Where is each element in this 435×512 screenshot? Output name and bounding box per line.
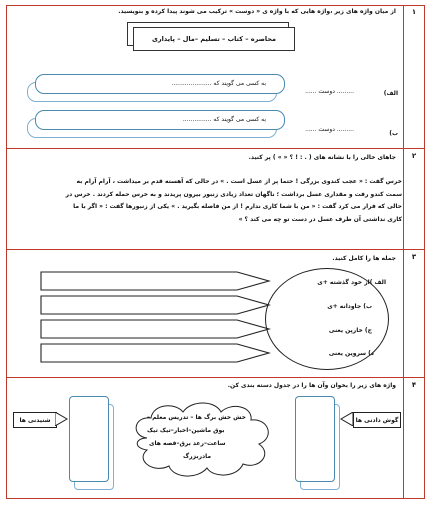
category-tag-hearable: شنیدنی ها — [13, 412, 57, 428]
option-item: د) سروین یعنی — [328, 350, 374, 357]
category-tag-listenable: گوش دادنی ها — [353, 412, 401, 428]
number-column-divider — [403, 6, 404, 498]
paragraph-line: حالی که فرار می کرد گفت : « من با شما کاری ندارم ! از من فاصله بگیرید . » یکی از زنبورها گفت : « اگر با ما — [73, 203, 402, 210]
category-column[interactable] — [69, 396, 109, 482]
question-number: ۱ — [411, 8, 417, 16]
paragraph-line: خرس گفت : « عجب کندوی بزرگی ! حتما پر از عسل است . » در حالی که آهسته قدم بر میداشت ، آرام آرام به — [76, 178, 402, 185]
cloud-word-line: خش خش برگ ها – تدریس معلم – — [147, 414, 246, 421]
word-box: محاصره – کتاب – تسلیم –مال – پایداری — [133, 27, 295, 51]
option-item: الف )از خود گذشته +ی — [317, 279, 386, 286]
answer-label: ب) — [389, 130, 398, 137]
answer-blank[interactable]: ......... دوست ...... — [305, 126, 354, 133]
arrow-box — [41, 344, 269, 362]
tag-arrow — [55, 412, 69, 426]
answer-label: الف) — [383, 90, 398, 97]
answer-blank[interactable]: ......... دوست ...... — [305, 88, 354, 95]
paragraph-line: کاری نداشتی آن طرف عسل در دست تو چه می کند ؟ » — [238, 215, 402, 223]
question-number: ۴ — [411, 381, 417, 389]
row-divider — [7, 148, 424, 149]
question-number: ۲ — [411, 152, 417, 160]
worksheet — [6, 5, 425, 499]
scroll-text: به کسی می گویند که ..................... — [171, 80, 266, 87]
arrow-box — [41, 296, 269, 314]
question-instruction: جاهای خالی را با نشانه های ( . : ! ؟ « » ) پر کنید. — [248, 154, 396, 161]
punctuation-paragraph — [17, 176, 402, 226]
answer-scroll[interactable] — [35, 74, 285, 94]
question-number: ۳ — [411, 253, 417, 261]
row-divider — [7, 249, 424, 250]
cloud-word-line: ساعت–رعد برق–قصه های — [149, 440, 226, 447]
row-divider — [7, 377, 424, 378]
paragraph-line: سمت کندو رفت و مقداری عسل برداشت ؛ ناگهان تعداد زیادی زنبور بیرون پریدند و به خرس حمله کردند . خرس در — [65, 190, 402, 198]
question-instruction: جمله ها را کامل کنید. — [332, 255, 396, 262]
cloud-word-line: بوق ماشین–اخبار–تیک تیک — [147, 427, 225, 434]
tag-arrow — [339, 412, 353, 426]
option-item: ج) خارپن یعنی — [328, 327, 372, 334]
arrow-box — [41, 272, 269, 290]
arrow-answer-boxes — [37, 268, 273, 372]
cloud-word-line: مادربزرگ — [183, 453, 212, 460]
word-cloud — [127, 398, 277, 480]
option-item: ب) جاودانه +ی — [327, 303, 372, 310]
answer-scroll[interactable] — [35, 110, 285, 130]
question-instruction: واژه های زیر را بخوان وآن ها را در جدول دسته بندی کن. — [227, 382, 396, 389]
question-instruction: از میان واژه های زیر ،واژه هایی که با واژه ی « دوست » ترکیب می شوند پیدا کرده و بنویسید. — [118, 8, 396, 15]
scroll-text: به کسی می گویند که ............... — [182, 116, 266, 123]
arrow-box — [41, 320, 269, 338]
category-column[interactable] — [295, 396, 335, 482]
